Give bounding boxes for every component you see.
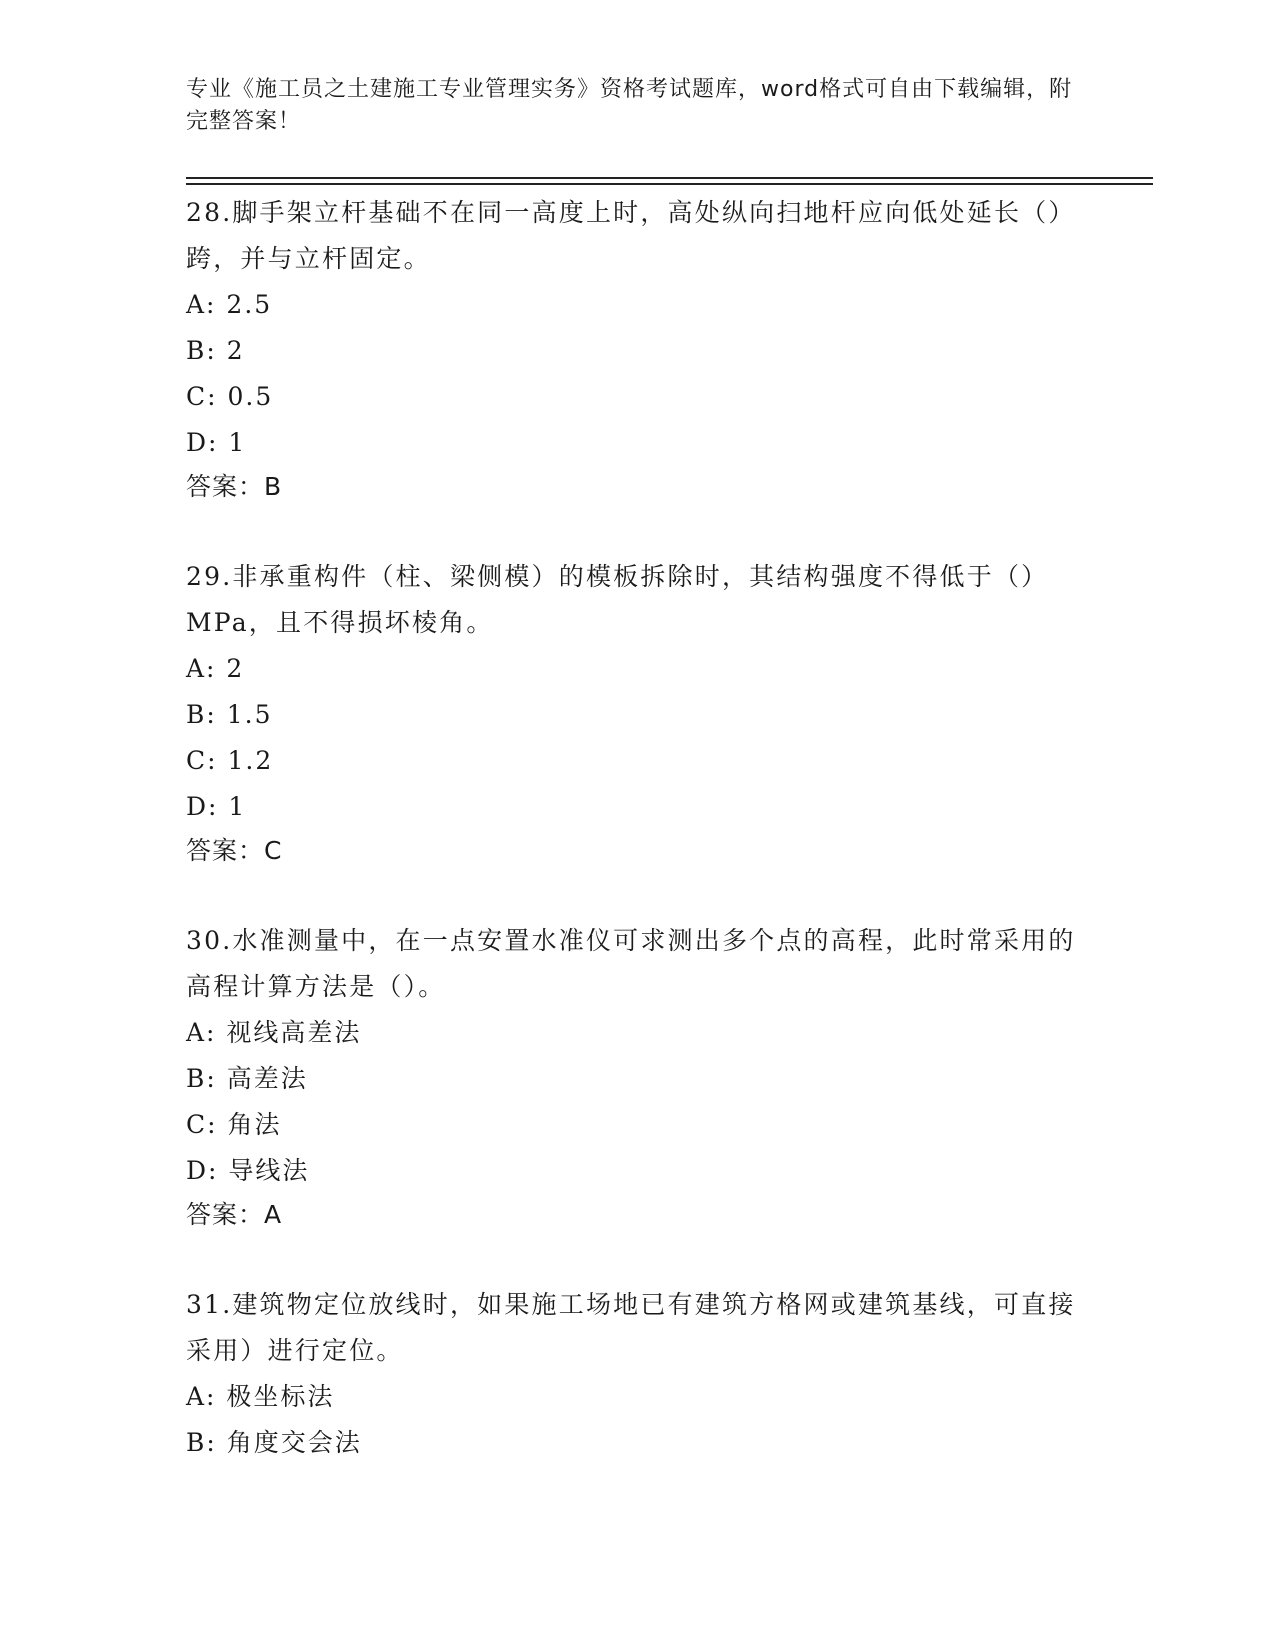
- option-c: C: 角法: [186, 1110, 282, 1139]
- option-b: B: 角度交会法: [186, 1428, 362, 1457]
- option-a: A: 视线高差法: [186, 1018, 362, 1047]
- document-header: 专业《施工员之土建施工专业管理实务》资格考试题库，word格式可自由下载编辑，附完整答案！: [186, 77, 1073, 134]
- answer: 答案：B: [186, 472, 283, 501]
- option-c: C: 1.2: [186, 746, 274, 775]
- answer: 答案：A: [186, 1200, 283, 1229]
- option-c: C: 0.5: [186, 382, 274, 411]
- question-text: 30.水准测量中，在一点安置水准仪可求测出多个点的高程，此时常采用的高程计算方法是（）。: [186, 926, 1076, 1001]
- option-d: D: 1: [186, 792, 247, 821]
- question-28: [186, 190, 1086, 508]
- option-d: D: 导线法: [186, 1156, 310, 1185]
- question-list: [186, 190, 1086, 1466]
- option-a: A: 极坐标法: [186, 1382, 335, 1411]
- header-rule-top: [186, 177, 1153, 179]
- question-text: 28.脚手架立杆基础不在同一高度上时，高处纵向扫地杆应向低处延长（）跨，并与立杆固定。: [186, 198, 1076, 273]
- option-d: D: 1: [186, 428, 247, 457]
- question-text: 29.非承重构件（柱、梁侧模）的模板拆除时，其结构强度不得低于（）MPa，且不得损坏棱角。: [186, 562, 1049, 637]
- question-30: [186, 918, 1086, 1236]
- option-a: A: 2: [186, 654, 245, 683]
- question-29: [186, 554, 1086, 872]
- header-rule-bottom: [186, 183, 1153, 185]
- question-text: 31.建筑物定位放线时，如果施工场地已有建筑方格网或建筑基线，可直接采用）进行定位。: [186, 1290, 1076, 1365]
- option-b: B: 1.5: [186, 700, 273, 729]
- question-31: [186, 1282, 1086, 1466]
- answer: 答案：C: [186, 836, 283, 865]
- option-b: B: 2: [186, 336, 245, 365]
- option-a: A: 2.5: [186, 290, 273, 319]
- option-b: B: 高差法: [186, 1064, 308, 1093]
